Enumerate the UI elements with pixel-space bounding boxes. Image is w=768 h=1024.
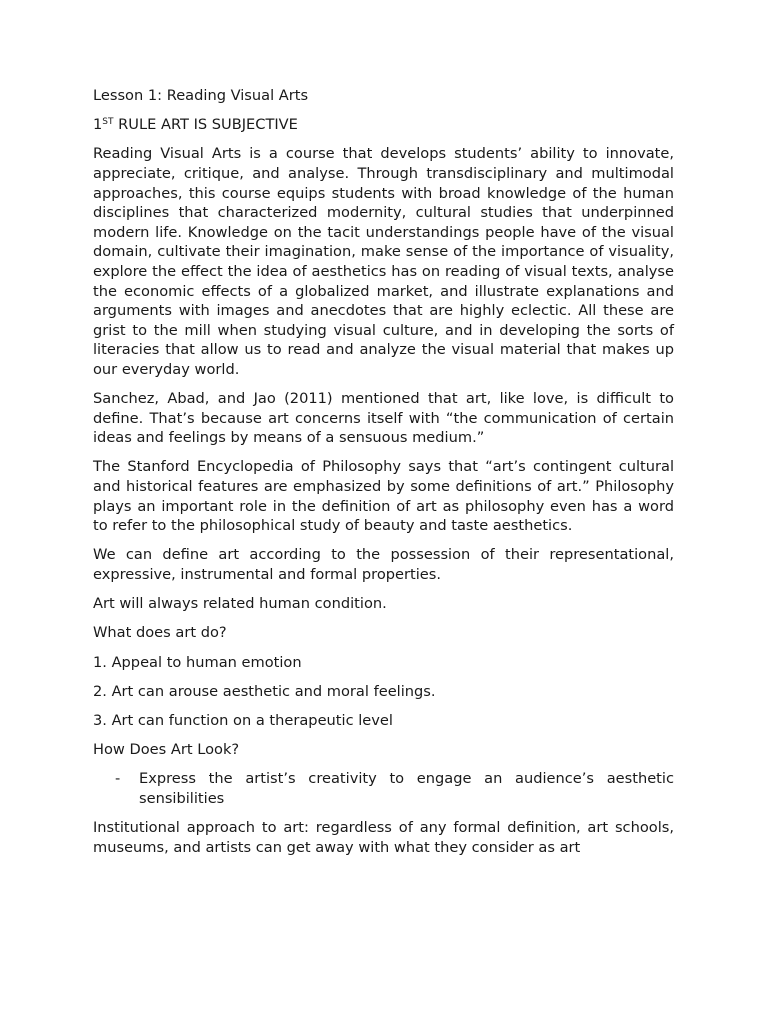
rule-ordinal-suffix: ST [102,117,114,128]
bullet-item [93,769,674,808]
dash-bullet-marker: - [115,770,121,788]
list-item: 3. Art can function on a therapeutic level [93,711,393,729]
document-page [93,86,674,867]
rule-text: RULE ART IS SUBJECTIVE [113,116,298,134]
course-description-paragraph: Reading Visual Arts is a course that develops students’ ability to innovate, appreciate, critique, and analyse. Through transdisciplinary and multimodal approaches, this course equips students with broad knowledge of the human disciplines that characterized modernity, cultural studies that underpinned modern life. Knowledge on the tacit understandings people have of the visual domain, cultivate their imagination, make sense of the importance of visuality, explore the effect the idea of aesthetics has on reading of visual texts, analyse the economic effects of a globalized market, and illustrate explanations and arguments with images and anecdotes that are highly eclectic. All these are grist to the mill when studying visual culture, and in developing the sorts of literacies that allow us to read and analyze the visual material that makes up our everyday world. [93,145,674,378]
how-does-art-look-question: How Does Art Look? [93,741,240,759]
sanchez-paragraph: Sanchez, Abad, and Jao (2011) mentioned that art, like love, is difficult to define. That’s because art concerns itself with “the communication of certain ideas and feelings by means of a sensuous medium.” [93,390,674,447]
list-item: 1. Appeal to human emotion [93,653,302,671]
human-condition-paragraph: Art will always related human condition. [93,595,387,613]
lesson-title: Lesson 1: Reading Visual Arts [93,87,309,104]
rule-number: 1 [93,116,103,134]
rule-heading [93,115,674,135]
institutional-approach-paragraph: Institutional approach to art: regardless of any formal definition, art schools, museums, and artists can get away with what they consider as art [93,819,674,856]
list-item: 2. Art can arouse aesthetic and moral feelings. [93,682,436,700]
what-does-art-do-question: What does art do? [93,624,227,642]
bullet-text: Express the artist’s creativity to engage an audience’s aesthetic sensibilities [139,770,674,807]
stanford-paragraph: The Stanford Encyclopedia of Philosophy says that “art’s contingent cultural and historical features are emphasized by some definitions of art.” Philosophy plays an important role in the definition of art as philosophy even has a word to refer to the philosophical study of beauty and taste aesthetics. [93,458,674,535]
define-art-paragraph: We can define art according to the possession of their representational, expressive, instrumental and formal properties. [93,546,674,584]
